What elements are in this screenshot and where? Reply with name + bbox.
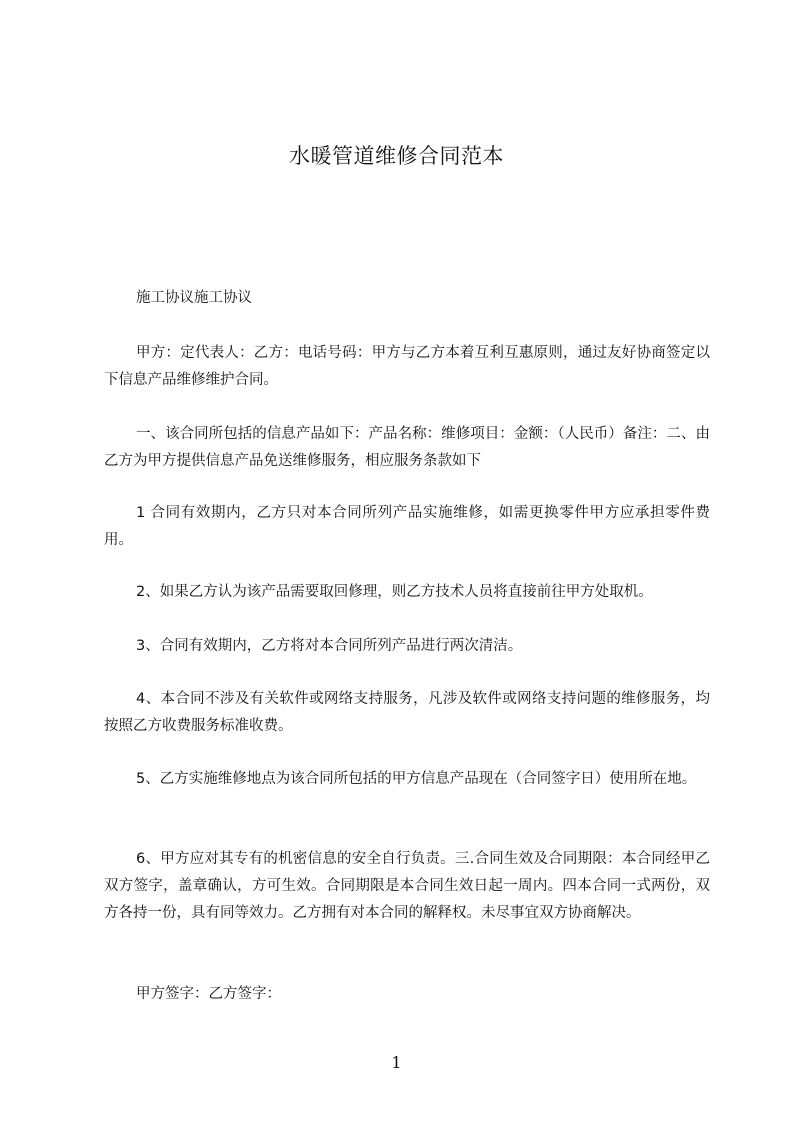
paragraph-item-3: 3、合同有效期内，乙方将对本合同所列产品进行两次清洁。: [136, 638, 523, 654]
document-title: 水暖管道维修合同范本: [289, 144, 504, 168]
paragraph-clause-one-two: 一、该合同所包括的信息产品如下：产品名称：维修项目：金额：（人民币）备注：二、由乙方为甲方提供信息产品免送维修服务，相应服务条款如下: [104, 426, 710, 469]
paragraph-item-5: 5、乙方实施维修地点为该合同所包括的甲方信息产品现在（合同签字日）使用所在地。: [136, 771, 697, 787]
section-heading-construction-agreement: 施工协议施工协议: [136, 290, 252, 306]
signature-line: 甲方签字：乙方签字：: [136, 986, 281, 1002]
paragraph-item-1: 1 合同有效期内，乙方只对本合同所列产品实施维修，如需更换零件甲方应承担零件费用。: [104, 505, 710, 548]
paragraph-parties: 甲方：定代表人：乙方：电话号码：甲方与乙方本着互利互惠原则，通过友好协商签定以下信息产品维修维护合同。: [104, 345, 710, 388]
paragraph-item-2: 2、如果乙方认为该产品需要取回修理，则乙方技术人员将直接前往甲方处取机。: [136, 584, 653, 600]
page-number: 1: [391, 1053, 402, 1072]
paragraph-item-6-terms: 6、甲方应对其专有的机密信息的安全自行负责。三.合同生效及合同期限：本合同经甲乙双方签字，盖章确认，方可生效。合同期限是本合同生效日起一周内。四本合同一式两份，双方各持一份，具有同等效力。乙方拥有对本合同的解释权。未尽事宜双方协商解决。: [104, 851, 710, 921]
paragraph-item-4: 4、本合同不涉及有关软件或网络支持服务，凡涉及软件或网络支持问题的维修服务，均按照乙方收费服务标准收费。: [104, 691, 710, 734]
